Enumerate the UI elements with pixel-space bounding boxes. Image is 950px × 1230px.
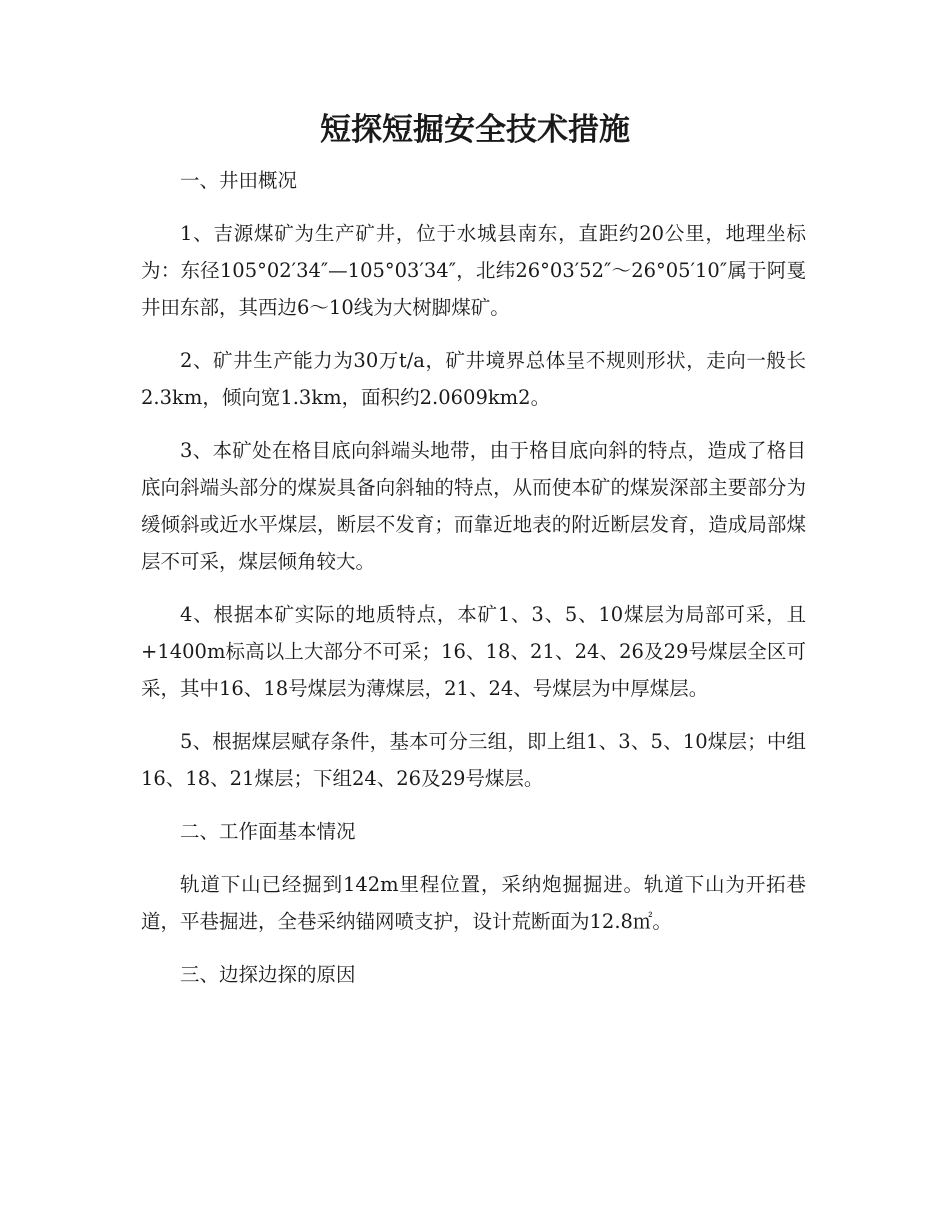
- section-heading-1: 一、井田概况: [180, 169, 298, 192]
- section-heading-3: 三、边探边探的原因: [180, 963, 356, 986]
- document-body: [141, 162, 806, 1009]
- paragraph-5: 5、根据煤层赋存条件，基本可分三组，即上组1、3、5、10煤层；中组16、18、21煤层；下组24、26及29号煤层。: [141, 730, 806, 790]
- document-title: 短探短掘安全技术措施: [320, 112, 630, 148]
- paragraph-4: 4、根据本矿实际的地质特点，本矿1、3、5、10煤层为局部可采，且+1400m标高以上大部分不可采；16、18、21、24、26及29号煤层全区可采，其中16、18号煤层为薄煤层，21、24、号煤层为中厚煤层。: [141, 603, 806, 700]
- paragraph-1: 1、吉源煤矿为生产矿井，位于水城县南东，直距约20公里，地理坐标为：东径105°02′34″—105°03′34″，北纬26°03′52″～26°05′10″属于阿戛井田东部，其西边6～10线为大树脚煤矿。: [141, 222, 806, 319]
- paragraph-2: 2、矿井生产能力为30万t/a，矿井境界总体呈不规则形状，走向一般长2.3km，倾向宽1.3km，面积约2.0609km2。: [141, 349, 806, 409]
- paragraph-3: 3、本矿处在格目底向斜端头地带，由于格目底向斜的特点，造成了格目底向斜端头部分的煤炭具备向斜轴的特点，从而使本矿的煤炭深部主要部分为缓倾斜或近水平煤层，断层不发育；而靠近地表的附近断层发育，造成局部煤层不可采，煤层倾角较大。: [141, 439, 806, 573]
- section-heading-2: 二、工作面基本情况: [180, 820, 356, 843]
- paragraph-6: 轨道下山已经掘到142m里程位置，采纳炮掘掘进。轨道下山为开拓巷道，平巷掘进，全巷采纳锚网喷支护，设计荒断面为12.8㎡。: [141, 873, 806, 933]
